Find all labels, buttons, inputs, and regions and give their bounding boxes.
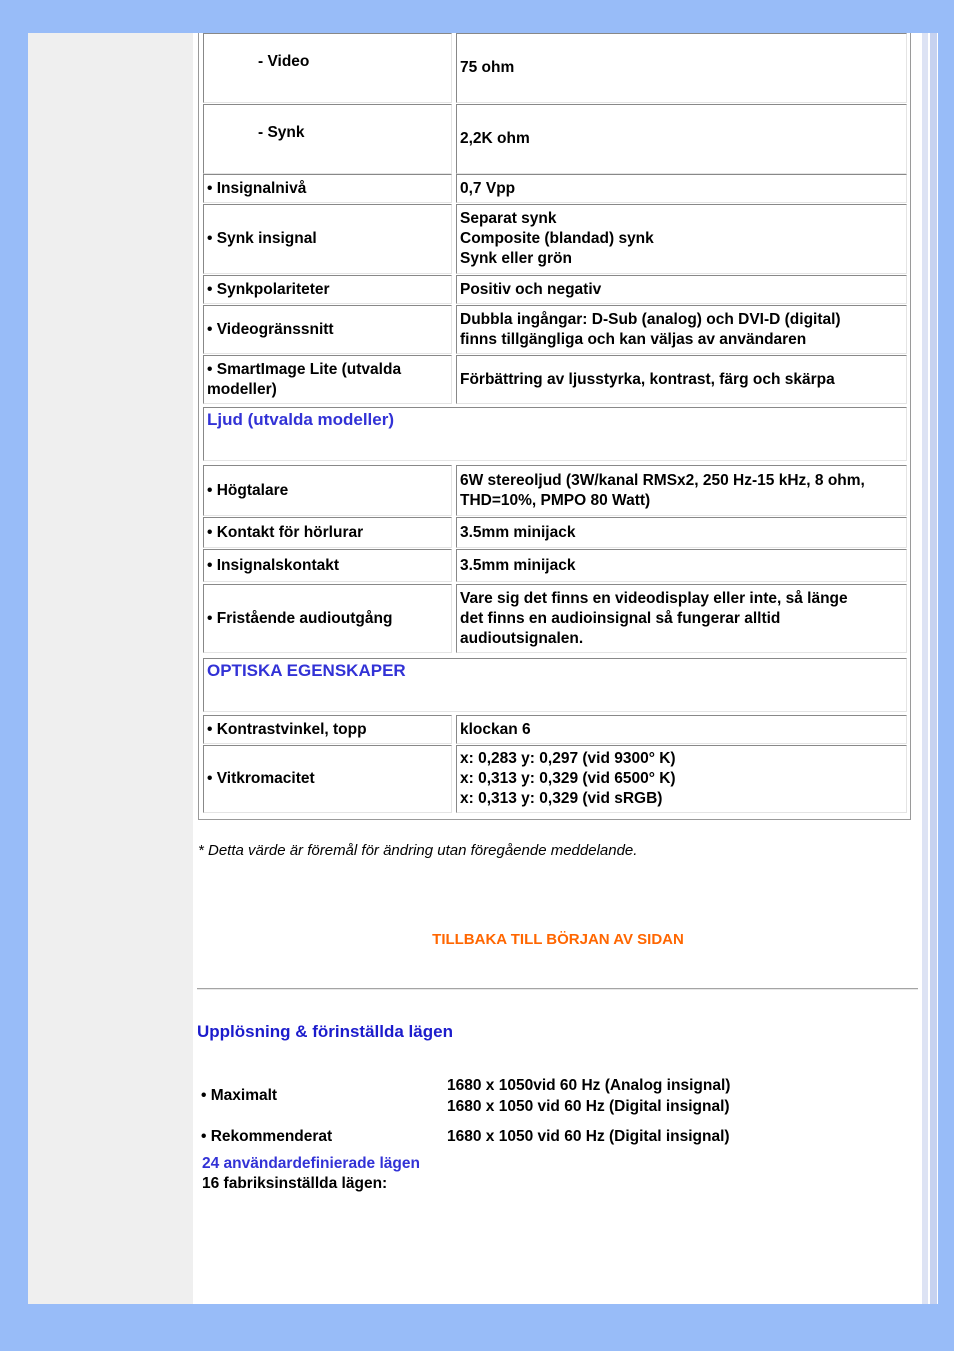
spec-value-line: det finns en audioinsignal så fungerar alltid bbox=[460, 609, 781, 627]
spec-label bbox=[203, 549, 452, 582]
spec-value-line: Vare sig det finns en videodisplay eller inte, så länge bbox=[460, 589, 848, 607]
spec-label bbox=[203, 745, 452, 813]
scrollbar-track[interactable] bbox=[922, 33, 928, 1304]
spec-label bbox=[203, 33, 452, 103]
footnote: * Detta värde är föremål för ändring utan föregående meddelande. bbox=[198, 842, 638, 859]
spec-label-line: • Synkpolariteter bbox=[207, 280, 330, 298]
spec-value bbox=[456, 305, 907, 354]
spec-label-line: • Högtalare bbox=[207, 481, 289, 499]
resolution-heading: Upplösning & förinställda lägen bbox=[197, 1022, 453, 1041]
spec-label-line: • Insignalskontakt bbox=[207, 556, 340, 574]
spec-value-line: 3.5mm minijack bbox=[460, 523, 576, 541]
spec-label bbox=[203, 305, 452, 354]
spec-label bbox=[203, 355, 452, 404]
spec-value bbox=[456, 275, 907, 304]
spec-label-line: • Videogränssnitt bbox=[207, 320, 334, 338]
spec-label bbox=[203, 275, 452, 304]
spec-value-line: Separat synk bbox=[460, 210, 557, 227]
spec-value-line: Positiv och negativ bbox=[460, 280, 602, 298]
spec-value bbox=[456, 33, 907, 103]
res-max-values bbox=[447, 1075, 730, 1117]
spec-value bbox=[456, 104, 907, 174]
spec-label bbox=[203, 517, 452, 548]
spec-value-line: Composite (blandad) synk bbox=[460, 230, 654, 247]
res-max-digital: 1680 x 1050 vid 60 Hz (Digital insignal) bbox=[447, 1098, 730, 1115]
spec-value bbox=[456, 174, 907, 203]
spec-value-line: 0,7 Vpp bbox=[460, 179, 516, 197]
spec-label bbox=[203, 104, 452, 174]
spec-label bbox=[203, 204, 452, 274]
spec-label-line: modeller) bbox=[207, 380, 277, 398]
spec-value-line: x: 0,313 y: 0,329 (vid sRGB) bbox=[460, 790, 663, 807]
spec-value-line: Dubbla ingångar: D-Sub (analog) och DVI-D (digital) bbox=[460, 310, 841, 328]
spec-label bbox=[203, 715, 452, 744]
scrollbar-edge bbox=[930, 33, 937, 1304]
spec-label bbox=[203, 584, 452, 653]
spec-label bbox=[203, 465, 452, 516]
spec-table bbox=[198, 33, 911, 820]
spec-value bbox=[456, 549, 907, 582]
res-recommended-value: 1680 x 1050 vid 60 Hz (Digital insignal) bbox=[447, 1128, 730, 1145]
back-to-top-link[interactable]: TILLBAKA TILL BÖRJAN AV SIDAN bbox=[432, 931, 684, 948]
spec-value-line: 3.5mm minijack bbox=[460, 556, 576, 574]
spec-label-line: • Vitkromacitet bbox=[207, 770, 315, 787]
spec-value-line: 6W stereoljud (3W/kanal RMSx2, 250 Hz-15 kHz, 8 ohm, bbox=[460, 471, 865, 489]
spec-value bbox=[456, 584, 907, 653]
res-factory-modes: 16 fabriksinställda lägen: bbox=[202, 1175, 388, 1192]
spec-value-line: finns tillgängliga och kan väljas av användaren bbox=[460, 330, 807, 348]
spec-value bbox=[456, 517, 907, 548]
spec-label-line: • Fristående audioutgång bbox=[207, 609, 393, 627]
spec-value-line: 75 ohm bbox=[460, 59, 515, 76]
spec-label-line: • Synk insignal bbox=[207, 230, 317, 247]
spec-label-line: • Insignalnivå bbox=[207, 179, 307, 197]
spec-label-line: - Video bbox=[258, 53, 310, 70]
spec-value-line: Förbättring av ljusstyrka, kontrast, färg och skärpa bbox=[460, 370, 835, 388]
spec-value-line: Synk eller grön bbox=[460, 250, 572, 267]
spec-value-line: THD=10%, PMPO 80 Watt) bbox=[460, 491, 651, 509]
spec-value bbox=[456, 355, 907, 404]
spec-value-line: audioutsignalen. bbox=[460, 629, 584, 647]
spec-value-line: 2,2K ohm bbox=[460, 130, 530, 147]
divider bbox=[197, 988, 918, 990]
res-recommended-label: • Rekommenderat bbox=[201, 1128, 333, 1145]
spec-value-line: klockan 6 bbox=[460, 720, 531, 738]
spec-value bbox=[456, 745, 907, 813]
spec-label-line: • SmartImage Lite (utvalda bbox=[207, 360, 402, 378]
spec-label-line: - Synk bbox=[258, 124, 305, 141]
spec-value-line: x: 0,283 y: 0,297 (vid 9300° K) bbox=[460, 750, 676, 767]
res-user-modes: 24 användardefinierade lägen bbox=[202, 1155, 420, 1172]
spec-value bbox=[456, 715, 907, 744]
left-sidebar bbox=[28, 33, 193, 1304]
spec-label bbox=[203, 174, 452, 203]
section-heading: OPTISKA EGENSKAPER bbox=[203, 658, 907, 712]
section-heading: Ljud (utvalda modeller) bbox=[203, 407, 907, 461]
spec-value bbox=[456, 465, 907, 516]
res-max-label: • Maximalt bbox=[201, 1087, 278, 1104]
spec-value bbox=[456, 204, 907, 274]
spec-label-line: • Kontakt för hörlurar bbox=[207, 523, 364, 541]
spec-value-line: x: 0,313 y: 0,329 (vid 6500° K) bbox=[460, 770, 676, 787]
res-max-analog: 1680 x 1050vid 60 Hz (Analog insignal) bbox=[447, 1077, 731, 1094]
spec-label-line: • Kontrastvinkel, topp bbox=[207, 720, 367, 738]
